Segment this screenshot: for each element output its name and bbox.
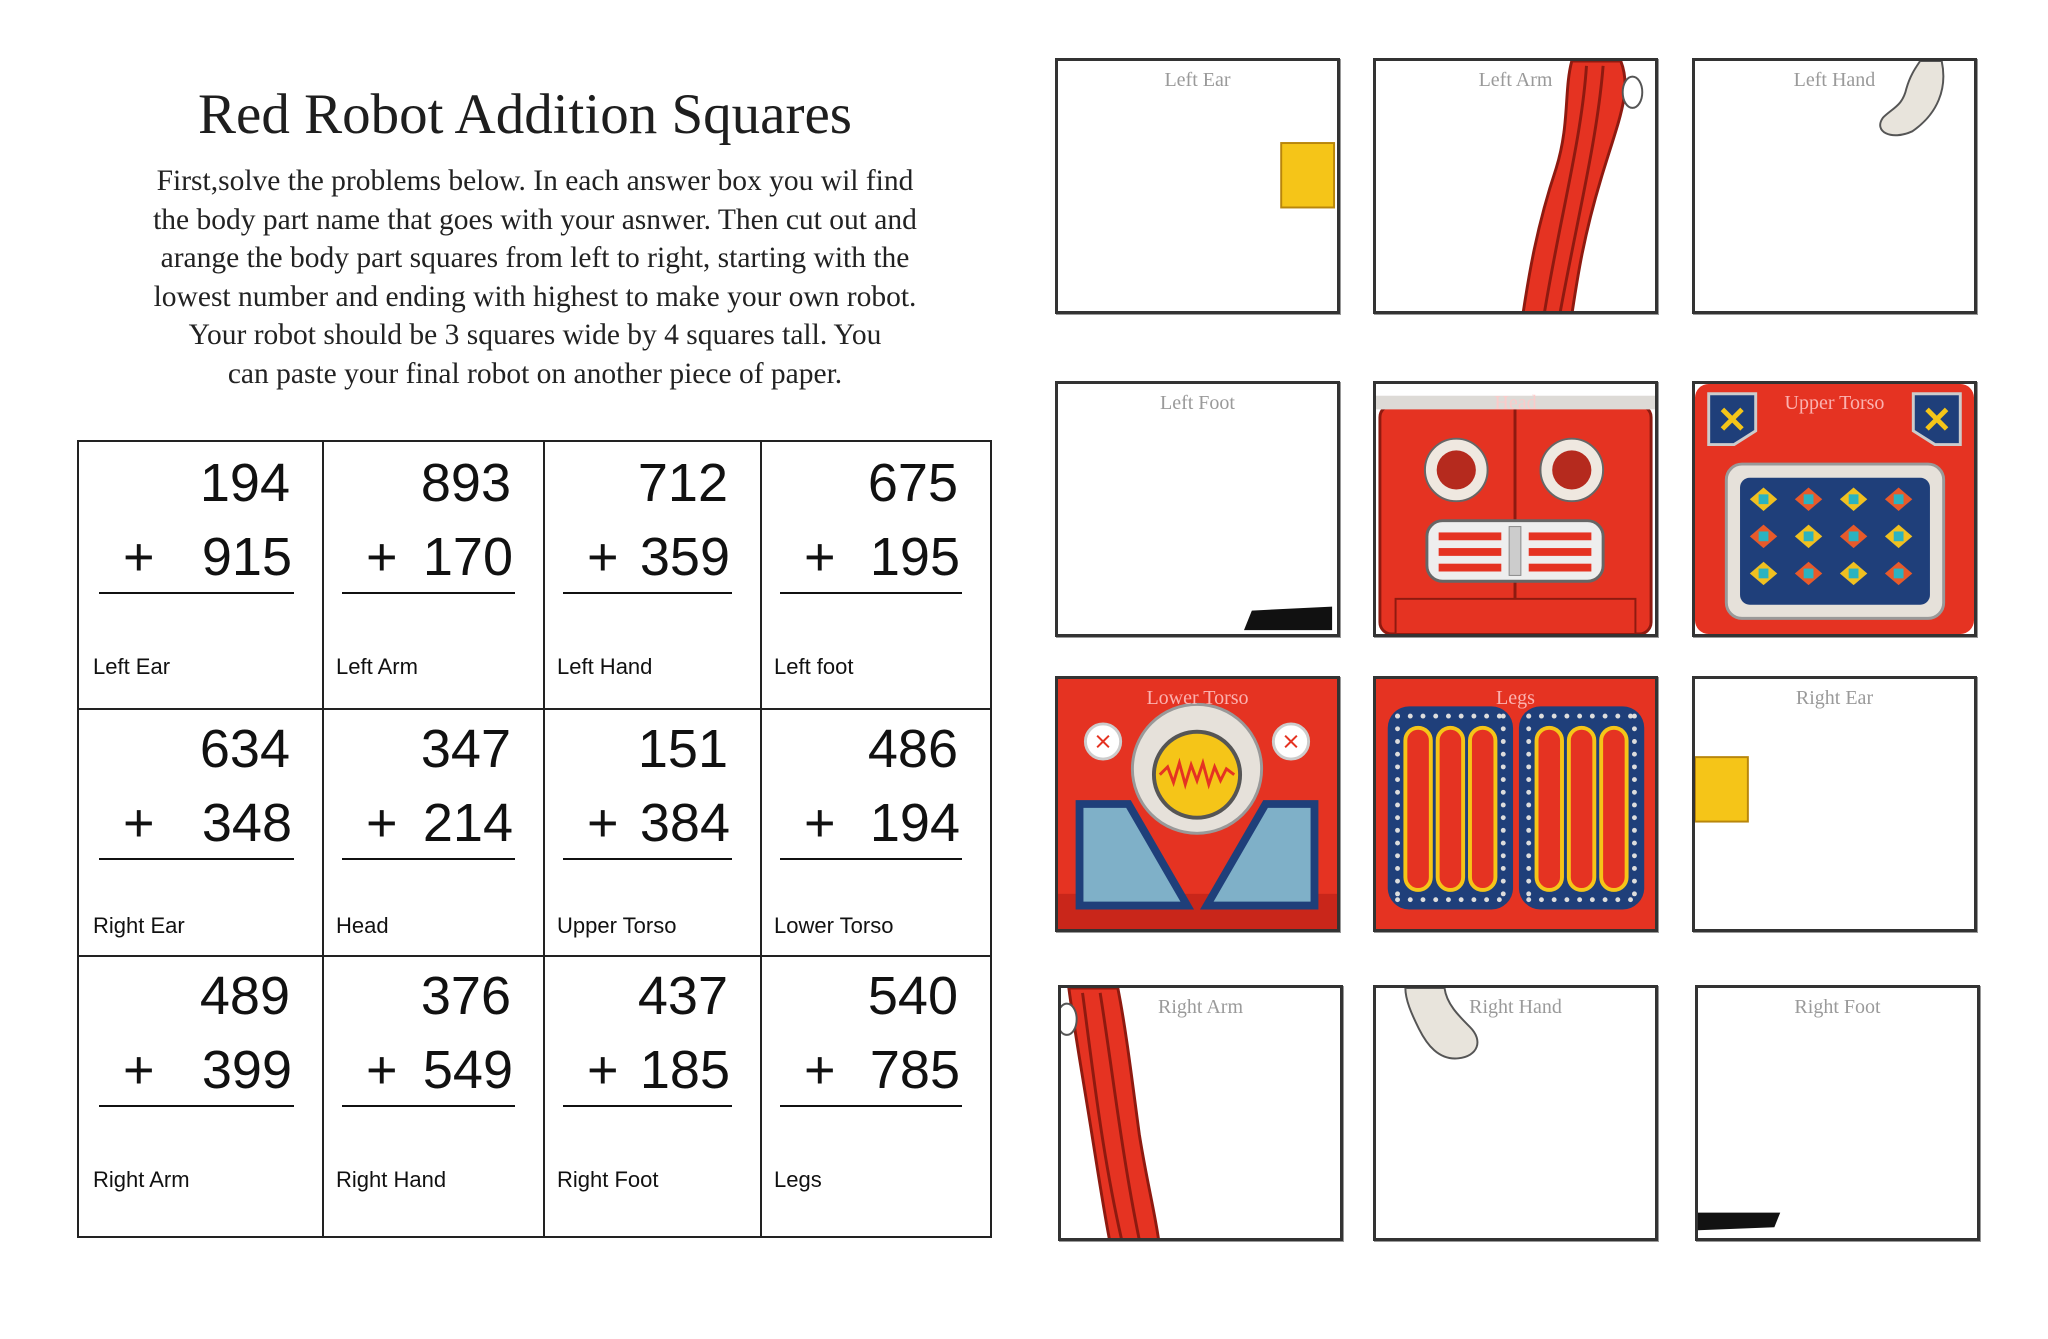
instruction-line: the body part name that goes with your asnwer. Then cut out and: [153, 203, 917, 236]
addend-top: 194: [199, 453, 290, 513]
hand-right-art: [1376, 988, 1655, 1238]
cutout-label: Legs: [1496, 687, 1535, 709]
cutout-square-head: [1373, 381, 1658, 637]
problem-cell: [79, 442, 322, 708]
addend-bottom: 785: [869, 1040, 960, 1100]
problem-cell: [543, 955, 760, 1236]
addend-top: 437: [637, 966, 728, 1026]
addend-bottom: 399: [201, 1040, 292, 1100]
plus-sign: +: [587, 527, 619, 587]
body-part-label: Right Hand: [336, 1167, 447, 1192]
cutout-square-foot-right: [1695, 985, 1980, 1241]
cutout-label: Lower Torso: [1146, 687, 1249, 709]
page-title: Red Robot Addition Squares: [198, 83, 852, 146]
addend-bottom-row: [99, 1040, 294, 1107]
problem-cell: [543, 708, 760, 955]
instruction-line: lowest number and ending with highest to make your own robot.: [153, 280, 917, 313]
body-part-label: Right Foot: [557, 1167, 659, 1192]
cutout-square-ear-right: [1692, 676, 1977, 932]
addend-bottom-row: [780, 1040, 962, 1107]
addend-bottom-row: [780, 793, 962, 860]
problem-cell: [760, 708, 990, 955]
hand-left-art: [1695, 61, 1974, 311]
cutout-label: Left Arm: [1478, 69, 1553, 91]
addend-top: 634: [199, 719, 290, 779]
plus-sign: +: [804, 527, 836, 587]
addend-top: 893: [420, 453, 511, 513]
problem-grid: [77, 440, 992, 1238]
cutout-square-ear-left: [1055, 58, 1340, 314]
addend-bottom-row: [342, 527, 515, 594]
addend-bottom-row: [563, 527, 732, 594]
body-part-label: Left Arm: [336, 654, 418, 679]
body-part-label: Lower Torso: [774, 913, 894, 938]
addend-bottom-row: [780, 527, 962, 594]
instruction-line: can paste your final robot on another piece of paper.: [227, 357, 843, 390]
addend-bottom: 549: [422, 1040, 513, 1100]
addend-bottom: 170: [422, 527, 513, 587]
foot-right-art: [1698, 988, 1977, 1238]
foot-left-art: [1058, 384, 1337, 634]
addend-bottom-row: [99, 527, 294, 594]
cutout-square-legs: [1373, 676, 1658, 932]
addend-top: 151: [637, 719, 728, 779]
addend-bottom: 214: [422, 793, 513, 853]
addend-bottom: 194: [869, 793, 960, 853]
cutout-label: Left Hand: [1793, 69, 1876, 91]
cutout-square-hand-left: [1692, 58, 1977, 314]
addend-bottom: 195: [869, 527, 960, 587]
legs-art: [1376, 679, 1655, 929]
plus-sign: +: [587, 1040, 619, 1100]
problem-cell: [543, 442, 760, 708]
addend-bottom-row: [563, 1040, 732, 1107]
addend-bottom: 185: [639, 1040, 730, 1100]
plus-sign: +: [804, 1040, 836, 1100]
addend-bottom: 384: [639, 793, 730, 853]
problem-cell: [79, 955, 322, 1236]
cutout-label: Upper Torso: [1784, 392, 1885, 414]
cutout-square-arm-right: [1058, 985, 1343, 1241]
cutout-square-lower-torso: [1055, 676, 1340, 932]
ear-right-art: [1695, 679, 1974, 929]
cutout-label: Left Ear: [1164, 69, 1231, 91]
cutout-label: Head: [1494, 392, 1537, 414]
addend-bottom-row: [342, 793, 515, 860]
addend-bottom: 359: [639, 527, 730, 587]
cutout-label: Right Hand: [1469, 996, 1562, 1018]
instructions: [80, 162, 990, 393]
addend-top: 486: [867, 719, 958, 779]
instruction-line: First,solve the problems below. In each answer box you wil find: [156, 165, 914, 197]
ear-left-art: [1058, 61, 1337, 311]
body-part-label: Upper Torso: [557, 913, 677, 938]
plus-sign: +: [123, 793, 155, 853]
body-part-label: Right Ear: [93, 913, 185, 938]
problem-cell: [322, 708, 543, 955]
addend-top: 540: [867, 966, 958, 1026]
plus-sign: +: [123, 1040, 155, 1100]
addend-top: 712: [637, 453, 728, 513]
plus-sign: +: [366, 527, 398, 587]
instruction-line: Your robot should be 3 squares wide by 4 squares tall. You: [188, 319, 882, 351]
addend-bottom-row: [99, 793, 294, 860]
body-part-label: Left Hand: [557, 654, 653, 679]
addend-bottom-row: [342, 1040, 515, 1107]
lower-torso-art: [1058, 679, 1337, 929]
cutout-label: Right Arm: [1157, 996, 1243, 1018]
addend-top: 675: [867, 453, 958, 513]
plus-sign: +: [366, 1040, 398, 1100]
cutout-label: Right Ear: [1795, 687, 1874, 709]
cutout-square-arm-left: [1373, 58, 1658, 314]
body-part-label: Legs: [774, 1167, 822, 1192]
body-part-label: Right Arm: [93, 1167, 190, 1192]
problem-cell: [79, 708, 322, 955]
problem-cell: [322, 442, 543, 708]
cutout-square-foot-left: [1055, 381, 1340, 637]
arm-left-art: [1376, 61, 1655, 311]
instruction-line: arange the body part squares from left to right, starting with the: [160, 242, 910, 274]
addend-bottom-row: [563, 793, 732, 860]
body-part-label: Head: [336, 913, 389, 938]
cutout-square-hand-right: [1373, 985, 1658, 1241]
plus-sign: +: [366, 793, 398, 853]
addend-top: 489: [199, 966, 290, 1026]
plus-sign: +: [123, 527, 155, 587]
addend-top: 376: [420, 966, 511, 1026]
plus-sign: +: [587, 793, 619, 853]
problem-cell: [322, 955, 543, 1236]
addend-bottom: 348: [201, 793, 292, 853]
addend-top: 347: [420, 719, 511, 779]
cutout-label: Right Foot: [1794, 996, 1881, 1018]
head-art: [1376, 384, 1655, 634]
body-part-label: Left Ear: [93, 654, 171, 679]
arm-right-art: [1061, 988, 1340, 1238]
addend-bottom: 915: [201, 527, 292, 587]
plus-sign: +: [804, 793, 836, 853]
cutout-label: Left Foot: [1160, 392, 1235, 414]
cutout-square-upper-torso: [1692, 381, 1977, 637]
body-part-label: Left foot: [774, 654, 854, 679]
problem-cell: [760, 442, 990, 708]
upper-torso-art: [1695, 384, 1974, 634]
problem-cell: [760, 955, 990, 1236]
